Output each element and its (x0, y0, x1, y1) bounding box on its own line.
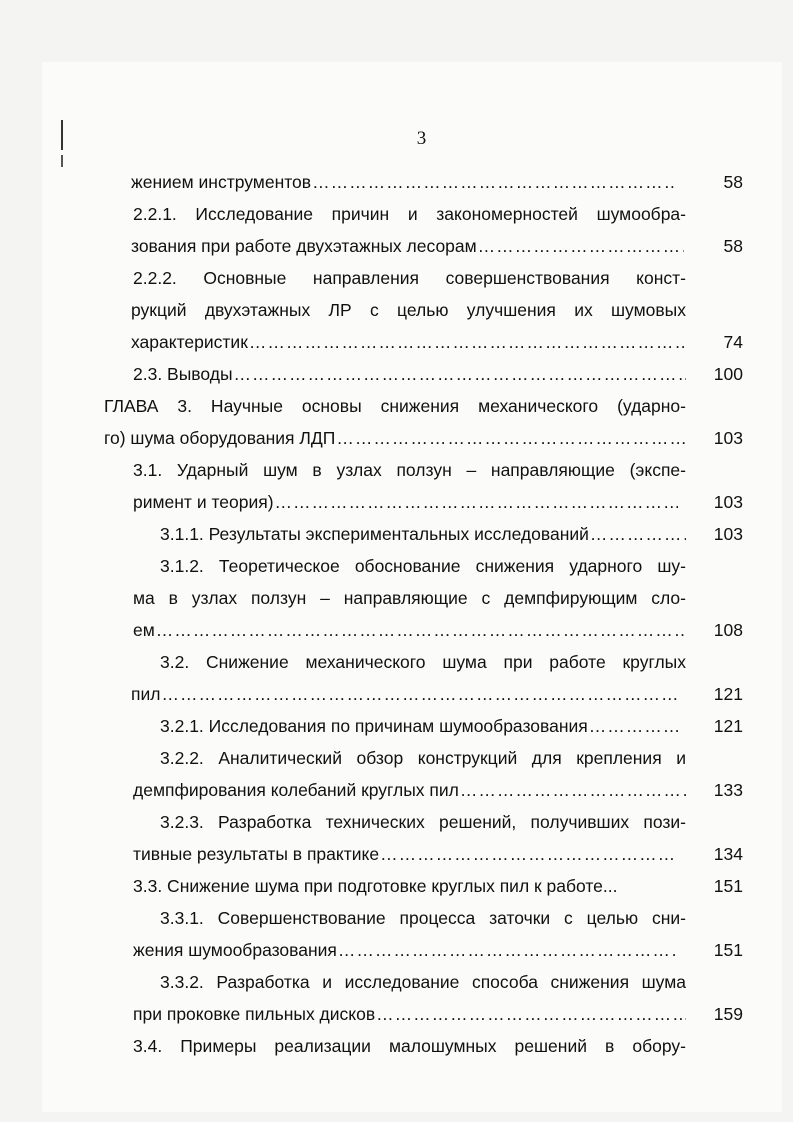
toc-line-text: демпфирования колебаний круглых пил (133, 780, 459, 800)
toc-line: 3.3.1. Совершенствование процесса заточки с целью сни- (160, 908, 686, 928)
toc-line: 3.1.2. Теоретическое обоснование снижения ударного шу- (160, 556, 686, 576)
toc-line: ГЛАВА 3. Научные основы снижения механического (ударно- (104, 396, 686, 416)
toc-line-text: при проковке пильных дисков (133, 1004, 376, 1024)
toc-line (133, 939, 678, 961)
toc-page-number: 58 (723, 236, 743, 256)
toc-line-text: 3.2.1. Исследования по причинам шумообразования (160, 716, 588, 736)
toc-line: 3.2.2. Аналитический обзор конструкций для крепления и (160, 748, 686, 768)
dot-leader (234, 363, 686, 385)
toc-line: 2.2.1. Исследование причин и закономерностей шумообра- (133, 204, 686, 224)
toc-line (133, 843, 678, 865)
dot-leader (312, 171, 676, 193)
toc-line (131, 171, 676, 193)
toc-line (131, 331, 684, 353)
toc-line: 3.4. Примеры реализации малошумных решений в обору- (133, 1036, 686, 1056)
toc-line (104, 427, 686, 449)
toc-line: 3.2. Снижение механического шума при работе круглых (160, 652, 686, 672)
toc-line-text: жения шумообразования (133, 940, 337, 960)
dot-leader (336, 427, 686, 449)
toc-page-number: 103 (713, 524, 743, 544)
toc-page-number: 100 (713, 364, 743, 384)
toc-page-number: 108 (713, 620, 743, 640)
toc-line-text: тивные результаты в практике (133, 844, 380, 864)
toc-line-text: ем (133, 620, 155, 640)
toc-line (131, 683, 678, 705)
toc-page-number: 121 (713, 684, 743, 704)
toc-line: 3.2.3. Разработка технических решений, получивших пози- (160, 812, 686, 832)
toc-line (160, 523, 686, 545)
dot-leader (590, 523, 686, 545)
toc-page-number: 151 (713, 940, 743, 960)
toc-line-text: го) шума оборудования ЛДП (104, 428, 336, 448)
dot-leader (156, 619, 686, 641)
toc-line (133, 1003, 686, 1025)
toc-line-text: характеристик (131, 332, 248, 352)
toc-page-number: 103 (713, 492, 743, 512)
binding-mark (61, 155, 63, 167)
toc-page-number: 121 (713, 716, 743, 736)
toc-line: 3.3.2. Разработка и исследование способа снижения шума (160, 972, 686, 992)
toc-line (160, 715, 678, 737)
toc-page-number: 74 (723, 332, 743, 352)
toc-line-text: зования при работе двухэтажных лесорам (131, 236, 477, 256)
toc-line: рукций двухэтажных ЛР с целью улучшения их шумовых (131, 300, 686, 320)
toc-line-text: 2.3. Выводы (133, 364, 233, 384)
toc-line-text: жением инструментов (131, 172, 312, 192)
toc-page-number: 103 (713, 428, 743, 448)
toc-page-number: 133 (713, 780, 743, 800)
toc-line-text: пил (131, 684, 161, 704)
toc-line (133, 363, 686, 385)
dot-leader (275, 491, 678, 513)
dot-leader (460, 779, 686, 801)
toc-page-number: 134 (713, 844, 743, 864)
toc-line: 3.1. Ударный шум в узлах ползун – направляющие (экспе- (133, 460, 686, 480)
dot-leader (161, 683, 678, 705)
toc-line: 2.2.2. Основные направления совершенствования конст- (133, 268, 686, 288)
dot-leader (380, 843, 678, 865)
toc-line-text: 3.1.1. Результаты экспериментальных исследований (160, 524, 589, 544)
toc-line: ма в узлах ползун – направляющие с демпфирующим сло- (133, 588, 686, 608)
toc-line: 3.3. Снижение шума при подготовке круглых пил к работе... (133, 876, 618, 896)
dot-leader (249, 331, 684, 353)
dot-leader (589, 715, 678, 737)
toc-page-number: 58 (723, 172, 743, 192)
toc-line (133, 619, 686, 641)
dot-leader (478, 235, 684, 257)
toc-line (133, 779, 686, 801)
toc-line-text: римент и теория) (133, 492, 274, 512)
toc-page-number: 151 (713, 876, 743, 896)
toc-page-number: 159 (713, 1004, 743, 1024)
toc-line (131, 235, 684, 257)
page-number: 3 (416, 128, 427, 149)
toc-line (133, 491, 678, 513)
dot-leader (338, 939, 678, 961)
dot-leader (376, 1003, 686, 1025)
